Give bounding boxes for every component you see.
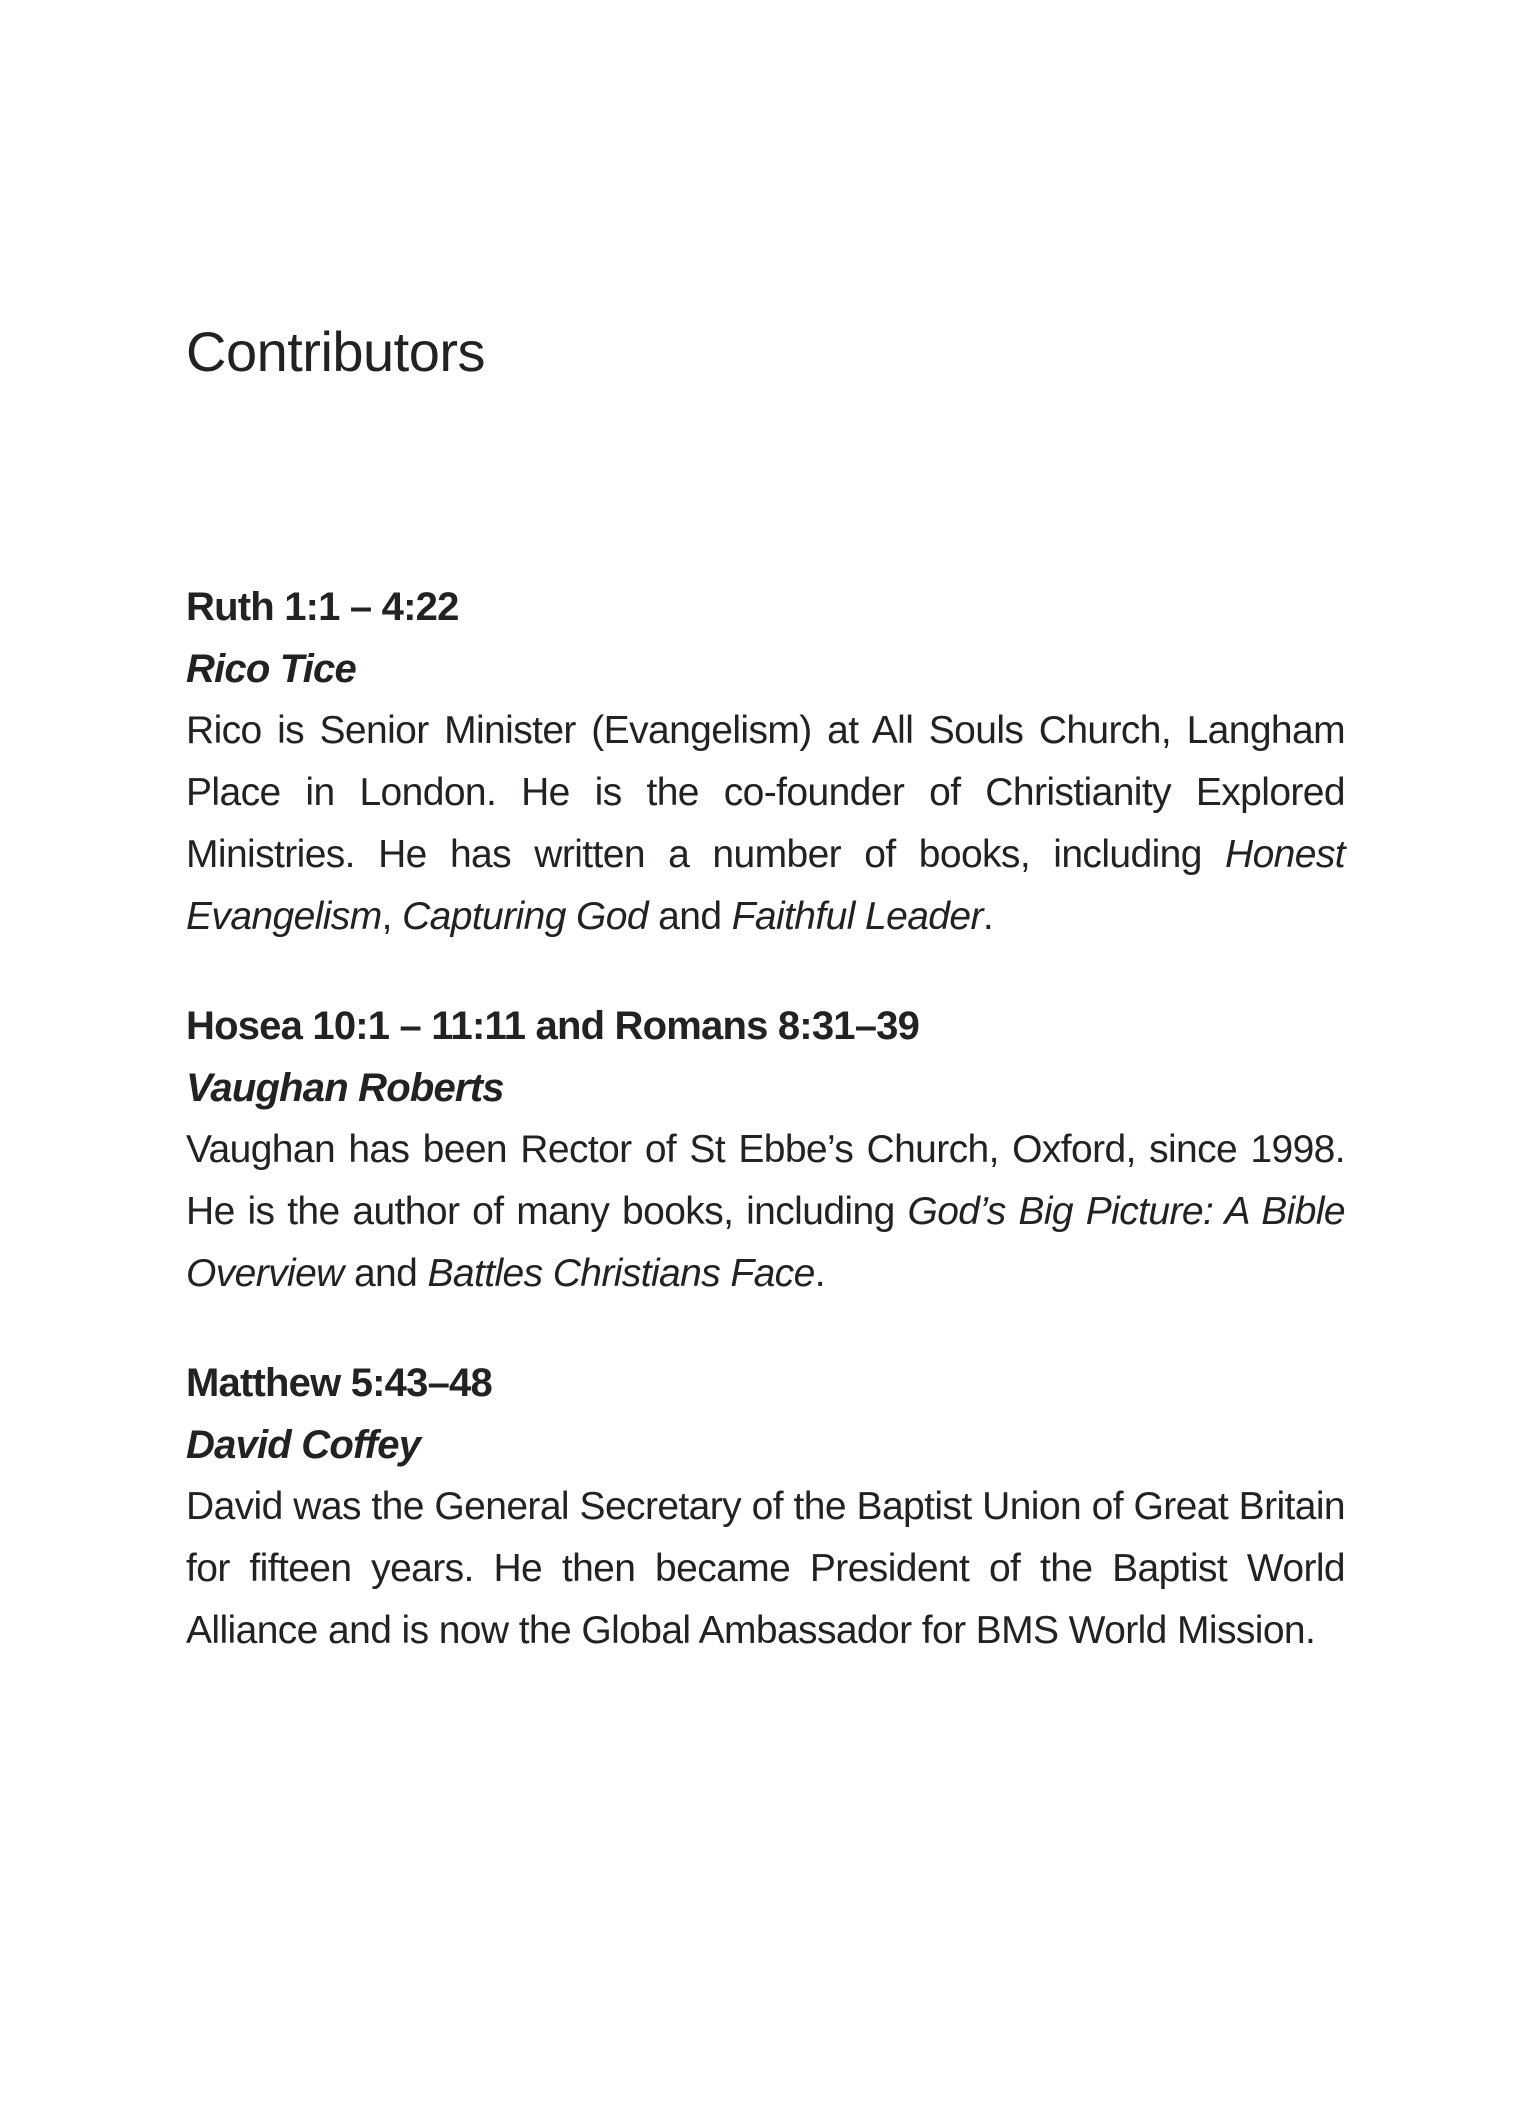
author-bio: Rico is Senior Minister (Evangelism) at All Souls Church, Langham Place in London. He is the co-founder of Christianity Explored Ministries. He has written a number of books, including Honest Evangelism, Capturing God and Faithful Leader. — [186, 709, 1345, 938]
author-bio: David was the General Secretary of the Baptist Union of Great Britain for fifteen years. He then became President of the Baptist World Alliance and is now the Global Ambassador for BMS World Mission. — [186, 1485, 1345, 1652]
author-name: David Coffey — [186, 1423, 421, 1467]
passage-heading: Matthew 5:43–48 — [186, 1361, 492, 1405]
passage-heading: Ruth 1:1 – 4:22 — [186, 585, 459, 629]
author-name: Vaughan Roberts — [186, 1066, 504, 1110]
contributor-entry — [186, 576, 1345, 948]
contributor-entry — [186, 995, 1345, 1305]
contributor-list — [186, 576, 1345, 1662]
contributor-entry — [186, 1352, 1345, 1662]
author-bio: Vaughan has been Rector of St Ebbe’s Church, Oxford, since 1998. He is the author of many books, including God’s Big Picture: A Bible Overview and Battles Christians Face. — [186, 1128, 1345, 1295]
page-title: Contributors — [186, 320, 486, 383]
author-name: Rico Tice — [186, 647, 356, 691]
passage-heading: Hosea 10:1 – 11:11 and Romans 8:31–39 — [186, 1004, 920, 1048]
